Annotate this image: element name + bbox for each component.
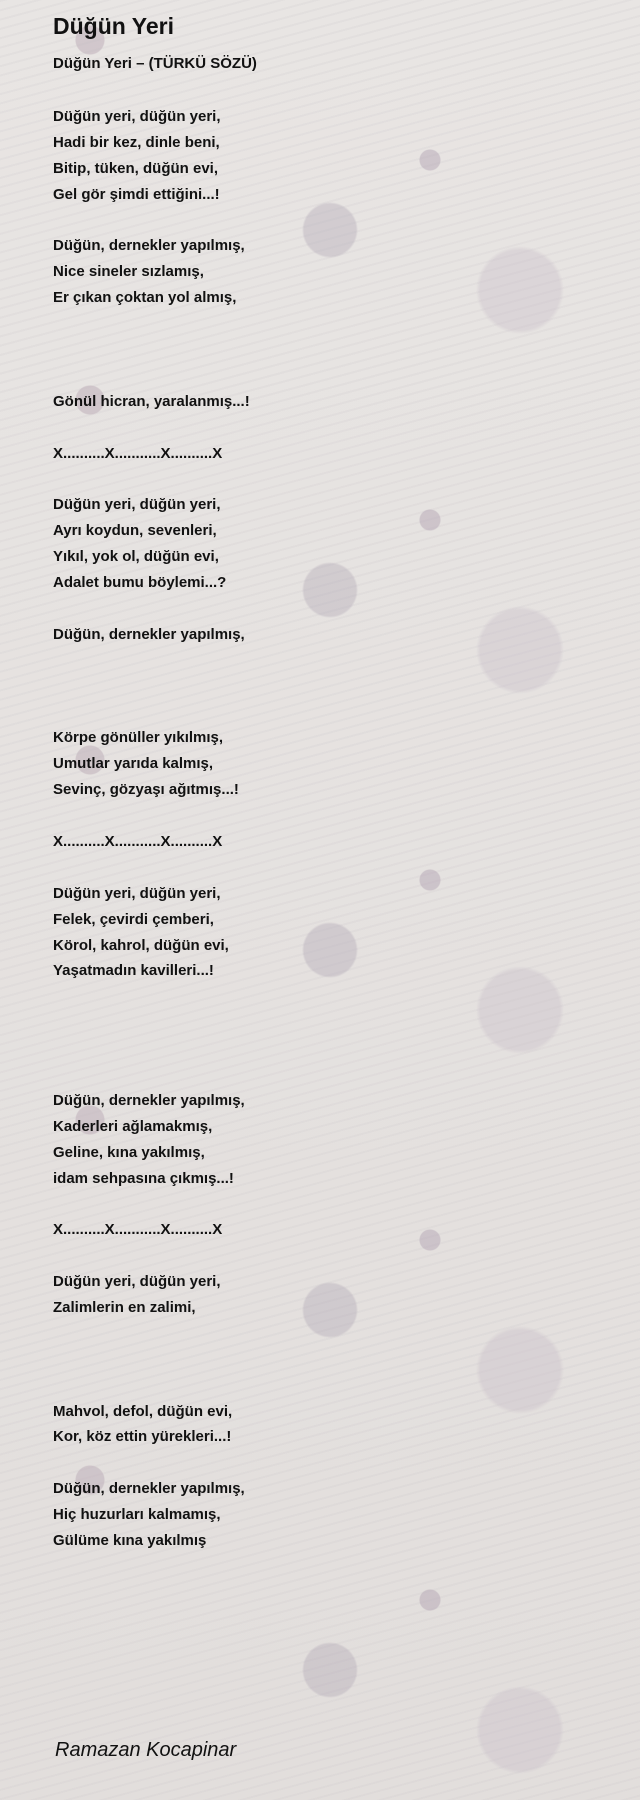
- poem-line: Bitip, tüken, düğün evi,: [53, 159, 218, 177]
- stanza-separator: X..........X...........X..........X: [53, 832, 223, 850]
- poem-line: Sevinç, gözyaşı ağıtmış...!: [53, 781, 239, 799]
- poem-line: Felek, çevirdi çemberi,: [53, 910, 214, 928]
- poem-line: Düğün yeri, düğün yeri,: [53, 496, 221, 514]
- poem-title: Düğün Yeri: [53, 13, 174, 39]
- stanza-separator: X..........X...........X..........X: [53, 444, 223, 462]
- poem-line: Zalimlerin en zalimi,: [53, 1299, 196, 1317]
- stanza-separator: X..........X...........X..........X: [53, 1221, 223, 1239]
- poem-line: Körpe gönüller yıkılmış,: [53, 729, 224, 747]
- poem-line: Umutlar yarıda kalmış,: [53, 755, 214, 773]
- poem-line: idam sehpasına çıkmış...!: [53, 1169, 234, 1187]
- poem-line: Kaderleri ağlamakmış,: [53, 1117, 213, 1135]
- poem-line: Düğün yeri, düğün yeri,: [53, 884, 221, 902]
- poem-line: Düğün, dernekler yapılmış,: [53, 625, 245, 643]
- poem-line: Mahvol, defol, düğün evi,: [53, 1402, 233, 1420]
- poem-line: Yıkıl, yok ol, düğün evi,: [53, 548, 219, 566]
- poem-body: [53, 104, 250, 1554]
- poem-line: Gülüme kına yakılmış: [53, 1532, 207, 1550]
- poem-line: Ayrı koydun, sevenleri,: [53, 522, 217, 540]
- poem-line: Hiç huzurları kalmamış,: [53, 1506, 221, 1524]
- poem-line: Düğün, dernekler yapılmış,: [53, 237, 245, 255]
- poem-line: Gönül hicran, yaralanmış...!: [53, 392, 250, 410]
- poem-line: Gel gör şimdi ettiğini...!: [53, 185, 220, 203]
- poem-line: Geline, kına yakılmış,: [53, 1143, 205, 1161]
- poem-line: Düğün, dernekler yapılmış,: [53, 1480, 245, 1498]
- poem-line: Yaşatmadın kavilleri...!: [53, 962, 214, 980]
- poem-line: Nice sineler sızlamış,: [53, 263, 204, 281]
- poem-line: Körol, kahrol, düğün evi,: [53, 936, 229, 954]
- poem-line: Düğün, dernekler yapılmış,: [53, 1091, 245, 1109]
- poem-line: Adalet bumu böylemi...?: [53, 574, 227, 592]
- poem-line: Hadi bir kez, dinle beni,: [53, 133, 220, 151]
- poem-line: Kor, köz ettin yürekleri...!: [53, 1428, 232, 1446]
- poem-line: Düğün yeri, düğün yeri,: [53, 108, 221, 125]
- poem-subtitle: Düğün Yeri – (TÜRKÜ SÖZÜ): [53, 55, 257, 72]
- poem-line: Düğün yeri, düğün yeri,: [53, 1273, 221, 1291]
- poem-line: Er çıkan çoktan yol almış,: [53, 289, 237, 307]
- author-name: Ramazan Kocapinar: [55, 1739, 237, 1761]
